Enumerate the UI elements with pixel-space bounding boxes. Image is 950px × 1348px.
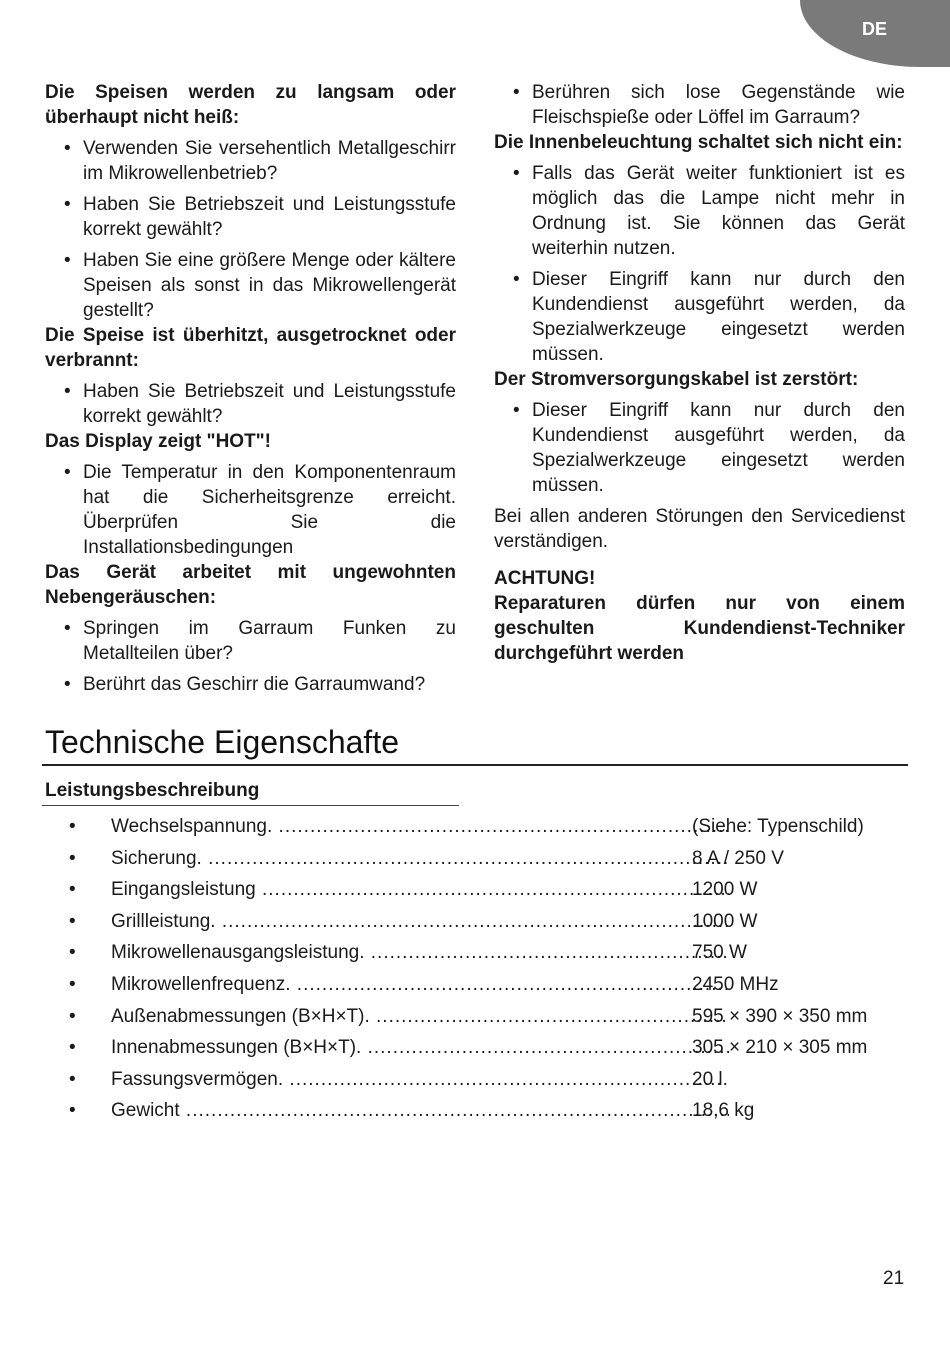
heading-overheated: Die Speise ist überhitzt, ausgetrocknet oder verbrannt: <box>45 325 456 371</box>
bullet-icon: • <box>513 82 520 103</box>
spec-value: 1000 W <box>692 910 758 932</box>
spec-row <box>45 814 905 846</box>
bullet-icon: • <box>64 194 71 215</box>
list-item: • Haben Sie eine größere Menge oder kältere Speisen als sonst in das Mikrowellengerät gestellt? <box>64 250 456 321</box>
list-item: • Springen im Garraum Funken zu Metallteilen über? <box>64 618 456 664</box>
right-column <box>494 80 905 666</box>
bullet-icon: • <box>64 138 71 159</box>
bullet-icon: • <box>69 910 76 932</box>
spec-label: Wechselspannung. ..... <box>111 814 729 839</box>
spec-label: Eingangsleistung ..... <box>111 877 729 902</box>
list-item: • Falls das Gerät weiter funktioniert ist es möglich das die Lampe nicht mehr in Ordnung ist. Sie können das Gerät weiterhin nutzen. <box>513 163 905 259</box>
bullet-icon: • <box>69 942 76 964</box>
spec-value: 750 W <box>692 942 747 964</box>
warning-title: ACHTUNG! <box>494 568 596 589</box>
page-number: 21 <box>883 1268 905 1289</box>
spec-value: 2450 MHz <box>692 973 779 995</box>
bullet-icon: • <box>64 618 71 639</box>
section-title: Technische Eigenschafte <box>45 724 399 760</box>
bullet-icon: • <box>513 163 520 184</box>
bullet-icon: • <box>513 269 520 290</box>
list-item: • Haben Sie Betriebszeit und Leistungsstufe korrekt gewählt? <box>64 194 456 240</box>
spec-row <box>45 1067 905 1099</box>
bullet-icon: • <box>69 1100 76 1122</box>
spec-value: 305 × 210 × 305 mm <box>692 1037 868 1059</box>
heading-noise: Das Gerät arbeitet mit ungewohnten Nebengeräuschen: <box>45 562 456 608</box>
left-column <box>45 80 456 697</box>
spec-value: 20 l <box>692 1068 723 1090</box>
spec-value: 8 A / 250 V <box>692 847 784 869</box>
divider <box>42 764 908 766</box>
spec-label: Innenabmessungen (B×H×T). ..... <box>111 1035 729 1060</box>
spec-value: 18,6 kg <box>692 1100 755 1122</box>
spec-label: Mikrowellenausgangsleistung. ..... <box>111 940 729 965</box>
bullet-icon: • <box>69 1037 76 1059</box>
heading-lighting: Die Innenbeleuchtung schaltet sich nicht ein: <box>494 132 903 153</box>
spec-label: Grillleistung. ..... <box>111 909 729 934</box>
spec-row <box>45 877 905 909</box>
bullet-icon: • <box>69 1005 76 1027</box>
spec-label: Sicherung. ..... <box>111 846 729 871</box>
bullet-icon: • <box>69 847 76 869</box>
service-note: Bei allen anderen Störungen den Servicedienst verständigen. <box>494 506 905 552</box>
bullet-icon: • <box>64 462 71 483</box>
bullet-icon: • <box>64 674 71 695</box>
bullet-icon: • <box>69 879 76 901</box>
spec-row <box>45 1098 905 1130</box>
bullet-icon: • <box>513 400 520 421</box>
list-item: • Dieser Eingriff kann nur durch den Kundendienst ausgeführt werden, da Spezialwerkzeuge eingesetzt werden müssen. <box>513 400 905 496</box>
list-item: • Dieser Eingriff kann nur durch den Kundendienst ausgeführt werden, da Spezialwerkzeuge eingesetzt werden müssen. <box>513 269 905 365</box>
subsection-title: Leistungsbeschreibung <box>45 780 260 801</box>
spec-row <box>45 1035 905 1067</box>
spec-row <box>45 1004 905 1036</box>
bullet-icon: • <box>69 1068 76 1090</box>
list-item: • Berühren sich lose Gegenstände wie Fleischspieße oder Löffel im Garraum? <box>513 82 905 128</box>
divider <box>42 805 459 806</box>
spec-label: Mikrowellenfrequenz. ..... <box>111 972 729 997</box>
spec-value: 1200 W <box>692 879 758 901</box>
language-tab <box>800 0 950 67</box>
spec-row <box>45 940 905 972</box>
spec-list <box>45 814 905 1130</box>
spec-row <box>45 846 905 878</box>
warning-text: Reparaturen dürfen nur von einem geschulten Kundendienst-Techniker durchgeführt werden <box>494 593 905 664</box>
bullet-icon: • <box>69 973 76 995</box>
heading-display-hot: Das Display zeigt "HOT"! <box>45 431 272 452</box>
list-item: • Die Temperatur in den Komponentenraum hat die Sicherheitsgrenze erreicht. Überprüfen Sie die Installationsbedingungen <box>64 462 456 558</box>
language-tab-label: DE <box>862 19 888 39</box>
spec-value: 595 × 390 × 350 mm <box>692 1005 868 1027</box>
spec-row <box>45 909 905 941</box>
list-item: • Berührt das Geschirr die Garraumwand? <box>64 674 426 695</box>
list-item: • Verwenden Sie versehentlich Metallgeschirr im Mikrowellenbetrieb? <box>64 138 456 184</box>
list-item: • Haben Sie Betriebszeit und Leistungsstufe korrekt gewählt? <box>64 381 456 427</box>
bullet-icon: • <box>64 250 71 271</box>
heading-power-cable: Der Stromversorgungskabel ist zerstört: <box>494 369 859 390</box>
spec-label: Fassungsvermögen. ..... <box>111 1067 729 1092</box>
bullet-icon: • <box>64 381 71 402</box>
spec-value: (Siehe: Typenschild) <box>692 816 864 837</box>
bullet-icon: • <box>69 816 76 837</box>
heading-slow-heating: Die Speisen werden zu langsam oder überhaupt nicht heiß: <box>45 82 456 128</box>
spec-row <box>45 972 905 1004</box>
spec-label: Außenabmessungen (B×H×T). ..... <box>111 1004 729 1029</box>
spec-label: Gewicht ..... <box>111 1098 729 1123</box>
